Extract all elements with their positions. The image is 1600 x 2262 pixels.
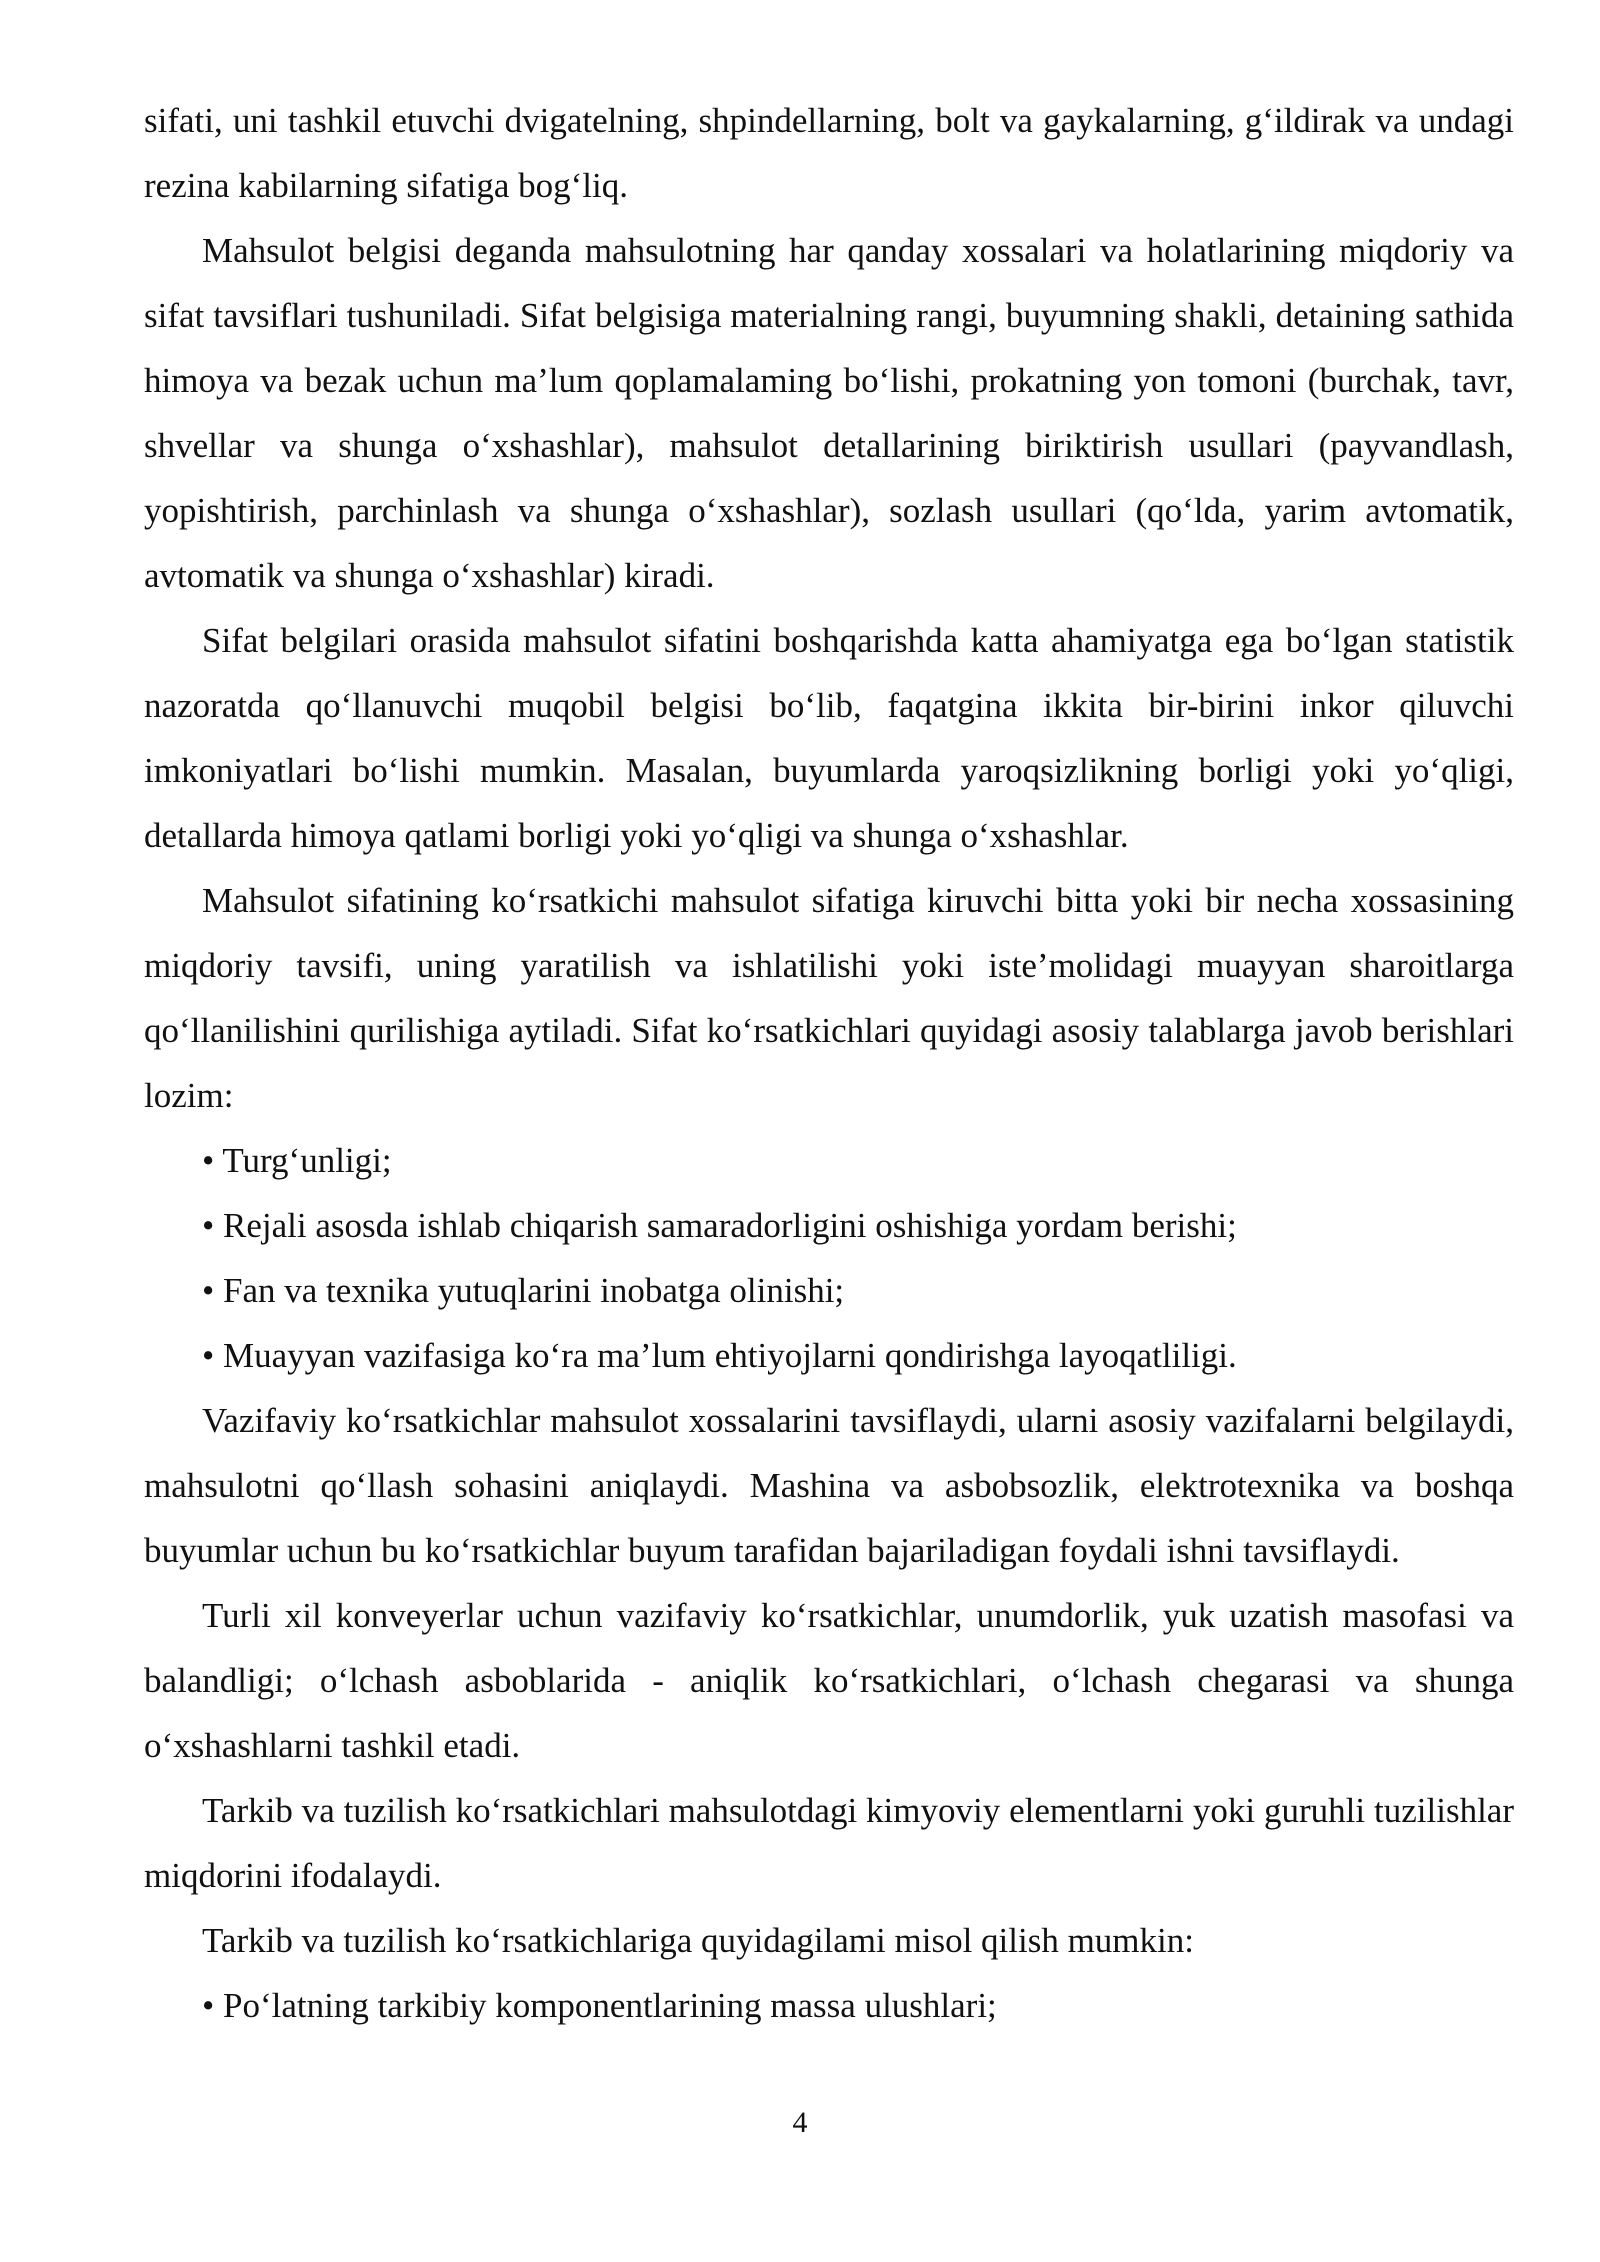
page-number: 4 [792,2106,808,2139]
paragraph-product-attribute: Mahsulot belgisi deganda mahsulotning har qanday xossalari va holatlarining miqdoriy va sifat tavsiflari tushuniladi. Sifat belgisiga materialning rangi, buyumning shakli, detaining sathida himoya va bezak uchun ma’lum qoplamalaming bo‘lishi, prokatning yon tomoni (burchak, tavr, shvellar va shunga o‘xshashlar), mahsulot detallarining biriktirish usullari (payvandlash, yopishtirish, parchinlash va shunga o‘xshashlar), sozlash usullari (qo‘lda, yarim avtomatik, avtomatik va shunga o‘xshashlar) kiradi. [144,231,1514,595]
paragraph-quality-indicator: Mahsulot sifatining ko‘rsatkichi mahsulot sifatiga kiruvchi bitta yoki bir necha xossasining miqdoriy tavsifi, uning yaratilish va ishlatilishi yoki iste’molidagi muayyan sharoitlarga qo‘llanilishini qurilishiga aytiladi. Sifat ko‘rsatkichlari quyidagi asosiy talablarga javob berishlari lozim: [144,881,1514,1115]
list-item: • Rejali asosda ishlab chiqarish samaradorligini oshishiga yordam berishi; [202,1206,1237,1245]
paragraph-functional-indicators: Vazifaviy ko‘rsatkichlar mahsulot xossalarini tavsiflaydi, ularni asosiy vazifalarni belgilaydi, mahsulotni qo‘llash sohasini aniqlaydi. Mashina va asbobsozlik, elektrotexnika va boshqa buyumlar uchun bu ko‘rsatkichlar buyum tarafidan bajariladigan foydali ishni tavsiflaydi. [144,1401,1514,1570]
paragraph-quality-attributes: Sifat belgilari orasida mahsulot sifatini boshqarishda katta ahamiyatga ega bo‘lgan statistik nazoratda qo‘llanuvchi muqobil belgisi bo‘lib, faqatgina ikkita bir-birini inkor qiluvchi imkoniyatlari bo‘lishi mumkin. Masalan, buyumlarda yaroqsizlikning borligi yoki yo‘qligi, detallarda himoya qatlami borligi yoki yo‘qligi va shunga o‘xshashlar. [144,621,1514,855]
list-item: • Muayyan vazifasiga ko‘ra ma’lum ehtiyojlarni qondirishga layoqatliligi. [202,1336,1237,1375]
paragraph-conveyors: Turli xil konveyerlar uchun vazifaviy ko‘rsatkichlar, unumdorlik, yuk uzatish masofasi va balandligi; o‘lchash asboblarida - aniqlik ko‘rsatkichlari, o‘lchash chegarasi va shunga o‘xshashlarni tashkil etadi. [144,1596,1514,1765]
paragraph-composition-examples: Tarkib va tuzilish ko‘rsatkichlariga quyidagilami misol qilish mumkin: [202,1921,1194,1960]
paragraph-composition-indicators: Tarkib va tuzilish ko‘rsatkichlari mahsulotdagi kimyoviy elementlarni yoki guruhli tuzilishlar miqdorini ifodalaydi. [144,1791,1514,1895]
list-item: • Po‘latning tarkibiy komponentlarining massa ulushlari; [202,1986,997,2025]
list-item: • Fan va texnika yutuqlarini inobatga olinishi; [202,1271,845,1310]
document-body [144,88,1514,2038]
list-item: • Turg‘unligi; [202,1141,392,1180]
paragraph-continuation: sifati, uni tashkil etuvchi dvigatelning, shpindellarning, bolt va gaykalarning, g‘ildirak va undagi rezina kabilarning sifatiga bog‘liq. [144,101,1514,205]
